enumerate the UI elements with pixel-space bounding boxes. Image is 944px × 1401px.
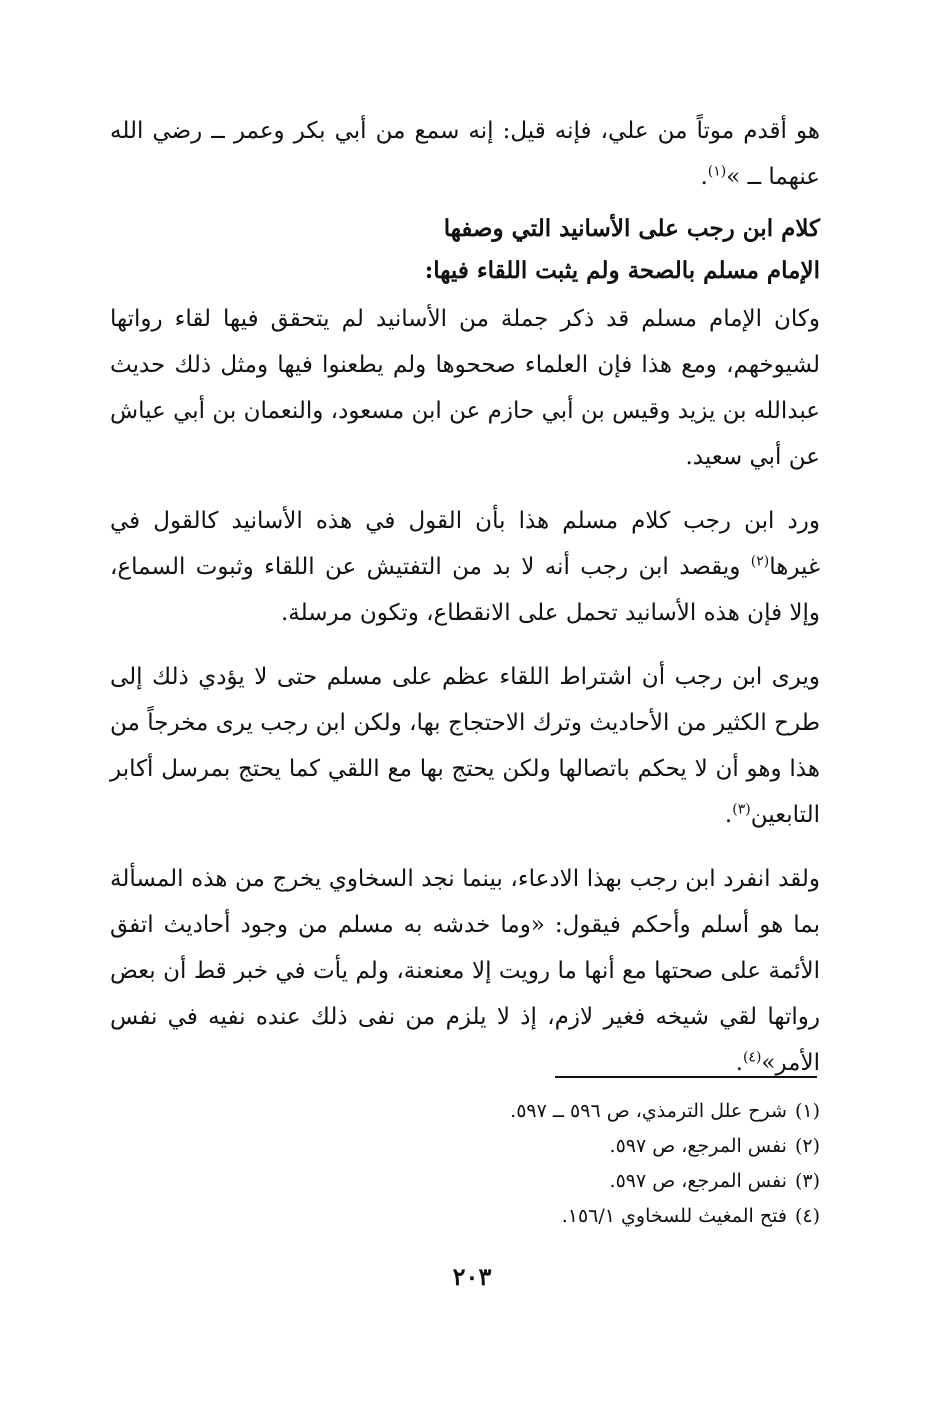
section-heading-line-1: كلام ابن رجب على الأسانيد التي وصفها [443,215,820,242]
footnote-number: (١) [794,1100,820,1122]
footnote-number: (٤) [794,1205,820,1227]
page-body [110,108,820,1086]
footnote-text: شرح علل الترمذي، ص ٥٩٦ ــ ٥٩٧. [510,1100,787,1122]
intro-paragraph: هو أقدم موتاً من علي، فإنه قيل: إنه سمع من أبي بكر وعمر ــ رضي الله عنهما ــ »$^{(١)}$. [110,118,820,190]
paragraph-1: وكان الإمام مسلم قد ذكر جملة من الأسانيد لم يتحقق فيها لقاء رواتها لشيوخهم، ومع هذا فإن العلماء صححوها ولم يطعنوا فيها ومثل ذلك حديث عبدالله بن يزيد وقيس بن أبي حازم عن ابن مسعود، والنعمان بن أبي عياش عن أبي سعيد. [110,306,820,470]
footnote-text: نفس المرجع، ص ٥٩٧. [609,1135,787,1157]
footnote-number: (٢) [794,1135,820,1157]
paragraph-4: ولقد انفرد ابن رجب بهذا الادعاء، بينما نجد السخاوي يخرج من هذه المسألة بما هو أسلم وأحكم فيقول: «وما خدشه به مسلم من وجود أحاديث اتفق الأئمة على صحتها مع أنها ما رويت إلا معنعنة، ولم يأت في خبر قط أن بعض رواتها لقي شيخه فغير لازم، إذ لا يلزم من نفى ذلك عنده نفيه في نفس الأمر»$^{(٤)}$. [110,866,820,1076]
paragraph-2-part-b: ويقصد ابن رجب أنه لا بد من التفتيش عن اللقاء وثبوت السماع، وإلا فإن هذه الأسانيد تحمل على الانقطاع، وتكون مرسلة. [110,554,820,626]
footnote-ref-2[interactable]: (٢) [750,553,770,570]
paragraph-3: ويرى ابن رجب أن اشتراط اللقاء عظم على مسلم حتى لا يؤدي ذلك إلى طرح الكثير من الأحاديث وترك الاحتجاج بها، ولكن ابن رجب يرى مخرجاً من هذا وهو أن لا يحكم باتصالها ولكن يحتج بها مع اللقي كما يحتج بمرسل أكابر التابعين$^{(٣)}$. [110,664,820,828]
footnote-divider [555,1076,817,1078]
page-number: ٢٠٣ [452,1262,492,1291]
paragraph-2-part-a: ورد ابن رجب كلام مسلم هذا بأن القول في هذه الأسانيد كالقول في غيرها [110,508,820,580]
footnotes-list [110,1094,820,1234]
paragraph-2 [110,498,820,636]
footnote-1 [110,1094,820,1129]
intro-text: هو أقدم موتاً من علي، فإنه قيل: إنه سمع من أبي بكر وعمر ــ رضي الله عنهما ــ » [110,118,820,190]
footnote-4 [110,1199,820,1234]
footnote-ref-3[interactable]: (٣) [732,801,751,818]
footnote-text: فتح المغيث للسخاوي ١٥٦/١. [561,1205,787,1227]
footnote-text: نفس المرجع، ص ٥٩٧. [609,1170,787,1192]
paragraph-3-text: ويرى ابن رجب أن اشتراط اللقاء عظم على مسلم حتى لا يؤدي ذلك إلى طرح الكثير من الأحاديث وترك الاحتجاج بها، ولكن ابن رجب يرى مخرجاً من هذا وهو أن لا يحكم باتصالها ولكن يحتج بها مع اللقي كما يحتج بمرسل أكابر التابعين [110,664,820,828]
paragraph-4-text: ولقد انفرد ابن رجب بهذا الادعاء، بينما نجد السخاوي يخرج من هذه المسألة بما هو أسلم وأحكم فيقول: «وما خدشه به مسلم من وجود أحاديث اتفق الأئمة على صحتها مع أنها ما رويت إلا معنعنة، ولم يأت في خبر قط أن بعض رواتها لقي شيخه فغير لازم، إذ لا يلزم من نفى ذلك عنده نفيه في نفس الأمر» [110,866,820,1076]
footnote-ref-1[interactable]: (١) [707,163,727,180]
section-heading [110,208,820,292]
footnote-3 [110,1164,820,1199]
section-heading-line-2: الإمام مسلم بالصحة ولم يثبت اللقاء فيها: [424,257,820,284]
footnote-number: (٣) [794,1170,820,1192]
footnote-2 [110,1129,820,1164]
footnote-ref-4[interactable]: (٤) [742,1049,762,1066]
